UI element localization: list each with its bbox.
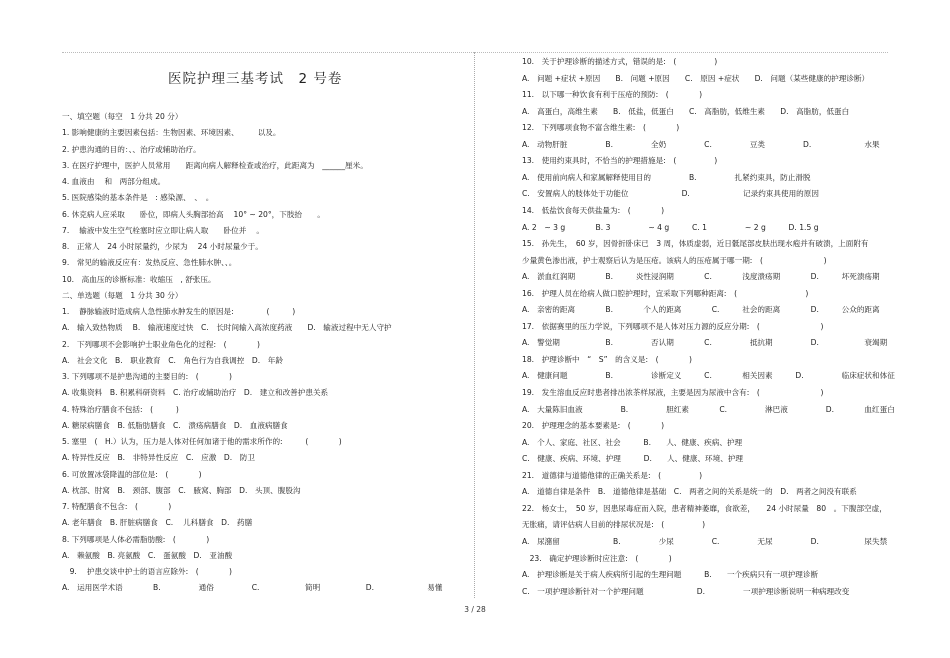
text-line: A. 老年膳食 B. 肝脏病膳食 C. 儿科膳食 D. 药膳 xyxy=(62,518,253,528)
text-line: 12. 下列哪项食物不富含维生素: ( ) xyxy=(522,123,680,133)
text-line: A. 特异性反应 B. 非特异性反应 C. 应激 D. 防卫 xyxy=(62,453,255,463)
text-line: 3. 在医疗护理中，医护人员常用 距离向病人解释检查或治疗，此距离为 ______厘米。 xyxy=(62,160,368,170)
text-line: A. 收集资料 B. 积累科研资料 C. 治疗或辅助治疗 D. 建立和改善护患关系 xyxy=(62,388,329,398)
text-line: 二、单选题（每题 1 分共 30 分） xyxy=(62,290,183,300)
text-line: A. 亲密的距离 B. 个人的距离 C. 社会的距离 D. 公众的距离 xyxy=(522,305,880,315)
exam-title: 医院护理三基考试 2 号卷 xyxy=(168,71,343,87)
column-divider xyxy=(474,52,475,598)
text-line: 14. 低盐饮食每天供盐量为: ( ) xyxy=(522,205,665,215)
text-line: 8. 正常人 24 小时尿量约，少尿为 24 小时尿量少于。 xyxy=(62,242,263,251)
text-line: A. 运用医学术语 B. 通俗 C. 简明 D. 易懂 xyxy=(62,583,443,593)
text-line: 少量黄色渗出液，护士观察后认为是压疮。该病人的压疮属于哪一期: ( ) xyxy=(522,255,827,265)
text-line: 13. 使用约束具时，不恰当的护理措施是: ( ) xyxy=(522,156,718,166)
text-line: 4. 血液由 和 两部分组成。 xyxy=(62,177,166,186)
text-line: A. 糖尿病膳食 B. 低脂肪膳食 C. 溃疡病膳食 D. 血液病膳食 xyxy=(62,420,288,430)
text-line: 6. 休克病人应采取 卧位，即病人头胸部抬高 10° ~ 20°，下肢抬 。 xyxy=(62,209,325,219)
text-line: A. 输入致热物质 B. 输液速度过快 C. 长时间输入高浓度药液 D. 输液过程中无人守护 xyxy=(62,323,392,333)
text-line: 19. 发生溶血反应时患者排出浓茶样尿液，主要是因为尿液中含有: ( ) xyxy=(522,388,824,397)
text-line: C. 一项护理诊断针对一个护理问题 D. 一项护理诊断说明一种病理改变 xyxy=(522,586,850,596)
text-line: C. 安置病人的肢体处于功能位 D. 记录约束具使用的原因 xyxy=(522,189,819,199)
text-line: 无胀痛，请评估病人目前的排尿状况是: ( ) xyxy=(522,520,706,530)
text-line: A. 警觉期 B. 否认期 C. 抵抗期 D. 衰竭期 xyxy=(522,338,888,348)
text-line: 22. 杨女士， 50 岁，因患尿毒症而入院，患者精神萎靡，食欲差， 24 小时尿量 80 。下腹部空虚， xyxy=(522,503,887,513)
text-line: 21. 道德律与道德他律的正确关系是: ( ) xyxy=(522,470,703,480)
text-line: 11. 以下哪一种饮食有利于压疮的预防: ( ) xyxy=(522,90,703,100)
text-line: 6. 可放置冰袋降温的部位是: ( ) xyxy=(62,469,202,479)
text-line: A. 高蛋白，高维生素 B. 低盐，低蛋白 C. 高脂肪，低维生素 D. 高脂肪，低蛋白 xyxy=(522,106,850,116)
text-line: 1. 静脉输液时造成病人急性肺水肿发生的原因是: ( ) xyxy=(62,307,296,316)
text-line: 10. 高血压的诊断标准：收缩压 , 舒张压。 xyxy=(62,274,216,284)
text-line: 1. 影响健康的主要因素包括：生物因素、环境因素、 以及。 xyxy=(62,128,281,138)
text-line: C. 健康、疾病、环境、护理 D. 人、健康、环境、护理 xyxy=(522,454,744,464)
text-line: 2. 护患沟通的目的：、、治疗或辅助治疗。 xyxy=(62,144,201,154)
text-line: A. 使用前向病人和家属解释使用目的 B. 扎紧约束具，防止滑脱 xyxy=(522,172,811,182)
text-line: 3. 下列哪项不是护患沟通的主要目的: ( ) xyxy=(62,372,233,381)
text-line: A. 大量陈旧血液 B. 胆红素 C. 淋巴液 D. 血红蛋白 xyxy=(522,404,895,414)
top-rule xyxy=(62,52,888,53)
text-line: A. 2 ~ 3 g B. 3 ~ 4 g C. 1 ~ 2 g D. 1.5 g xyxy=(522,222,819,232)
text-line: 8. 下列哪项是人体必需脂肪酸: ( ) xyxy=(62,534,210,544)
text-line: A. 动物肝脏 B. 全奶 C. 豆类 D. 水果 xyxy=(522,139,880,149)
text-line: 4. 特殊治疗膳食不包括: ( ) xyxy=(62,404,179,414)
text-line: 7. 输液中发生空气栓塞时应立即让病人取 卧位并 。 xyxy=(62,225,264,235)
text-line: A. 问题 +症状 +原因 B. 问题 +原因 C. 原因 +症状 D. 问题（某些健康的护理诊断） xyxy=(522,73,870,83)
text-line: 5. 医院感染的基本条件是 : 感染源、 、 。 xyxy=(62,193,214,203)
text-line: A. 尿潴留 B. 少尿 C. 无尿 D. 尿失禁 xyxy=(522,536,888,546)
text-line: A. 赖氨酸 B. 亮氨酸 C. 蛋氨酸 D. 亚油酸 xyxy=(62,550,233,560)
text-line: 10. 关于护理诊断的描述方式，错误的是: ( ) xyxy=(522,57,718,66)
text-line: 16. 护理人员在给病人做口腔护理时，宜采取下列哪种距离: ( ) xyxy=(522,288,809,298)
text-line: 9. 护患交谈中护士的语言应除外: ( ) xyxy=(62,567,233,576)
text-line: 7. 特配膳食不包含: ( ) xyxy=(62,502,172,511)
text-line: A. 道德自律是条件 B. 道德他律是基础 C. 两者之间的关系是统一的 D. 两者之间没有联系 xyxy=(522,487,857,497)
text-line: A. 个人、家庭、社区、社会 B. 人、健康、疾病、护理 xyxy=(522,437,743,447)
text-line: A. 枕部、肘窝 B. 颈部、腹部 C. 腋窝、胸部 D. 头顶、腹股沟 xyxy=(62,485,301,495)
text-line: 2. 下列哪项不会影响护士职业角色化的过程: ( ) xyxy=(62,339,260,349)
text-line: 20. 护理理念的基本要素是: ( ) xyxy=(522,421,665,431)
text-line: 17. 依据赛里的压力学说，下列哪项不是人体对压力源的反应分期: ( ) xyxy=(522,321,824,331)
text-line: 15. 孙先生， 60 岁，因骨折卧床已 3 周，体质虚弱，近日骶尾部皮肤出现水疱并有破溃，上面附有 xyxy=(522,239,869,249)
text-line: 一、填空题（每空 1 分共 20 分） xyxy=(62,112,183,121)
text-line: 9. 常见的输液反应有：发热反应、急性肺水肿、、。 xyxy=(62,258,237,268)
text-line: A. 社会文化 B. 职业教育 C. 角色行为自我调控 D. 年龄 xyxy=(62,355,283,365)
text-line: A. 护理诊断是关于病人疾病所引起的生理问题 B. 一个疾病只有一项护理诊断 xyxy=(522,570,819,580)
text-line: 5. 塞里 ( H.）认为，压力是人体对任何加诸于他的需求所作的: ( ) xyxy=(62,437,342,446)
page-number: 3 / 28 xyxy=(464,605,486,614)
text-line: A. 淤血红润期 B. 炎性浸润期 C. 浅度溃疡期 D. 坏死溃疡期 xyxy=(522,272,880,282)
text-line: A. 健康问题 B. 诊断定义 C. 相关因素 D. 临床症状和体征 xyxy=(522,371,895,381)
text-line: 23. 确定护理诊断时应注意: ( ) xyxy=(522,553,672,563)
text-line: 18. 护理诊断中 “ S” 的含义是: ( ) xyxy=(522,354,692,364)
